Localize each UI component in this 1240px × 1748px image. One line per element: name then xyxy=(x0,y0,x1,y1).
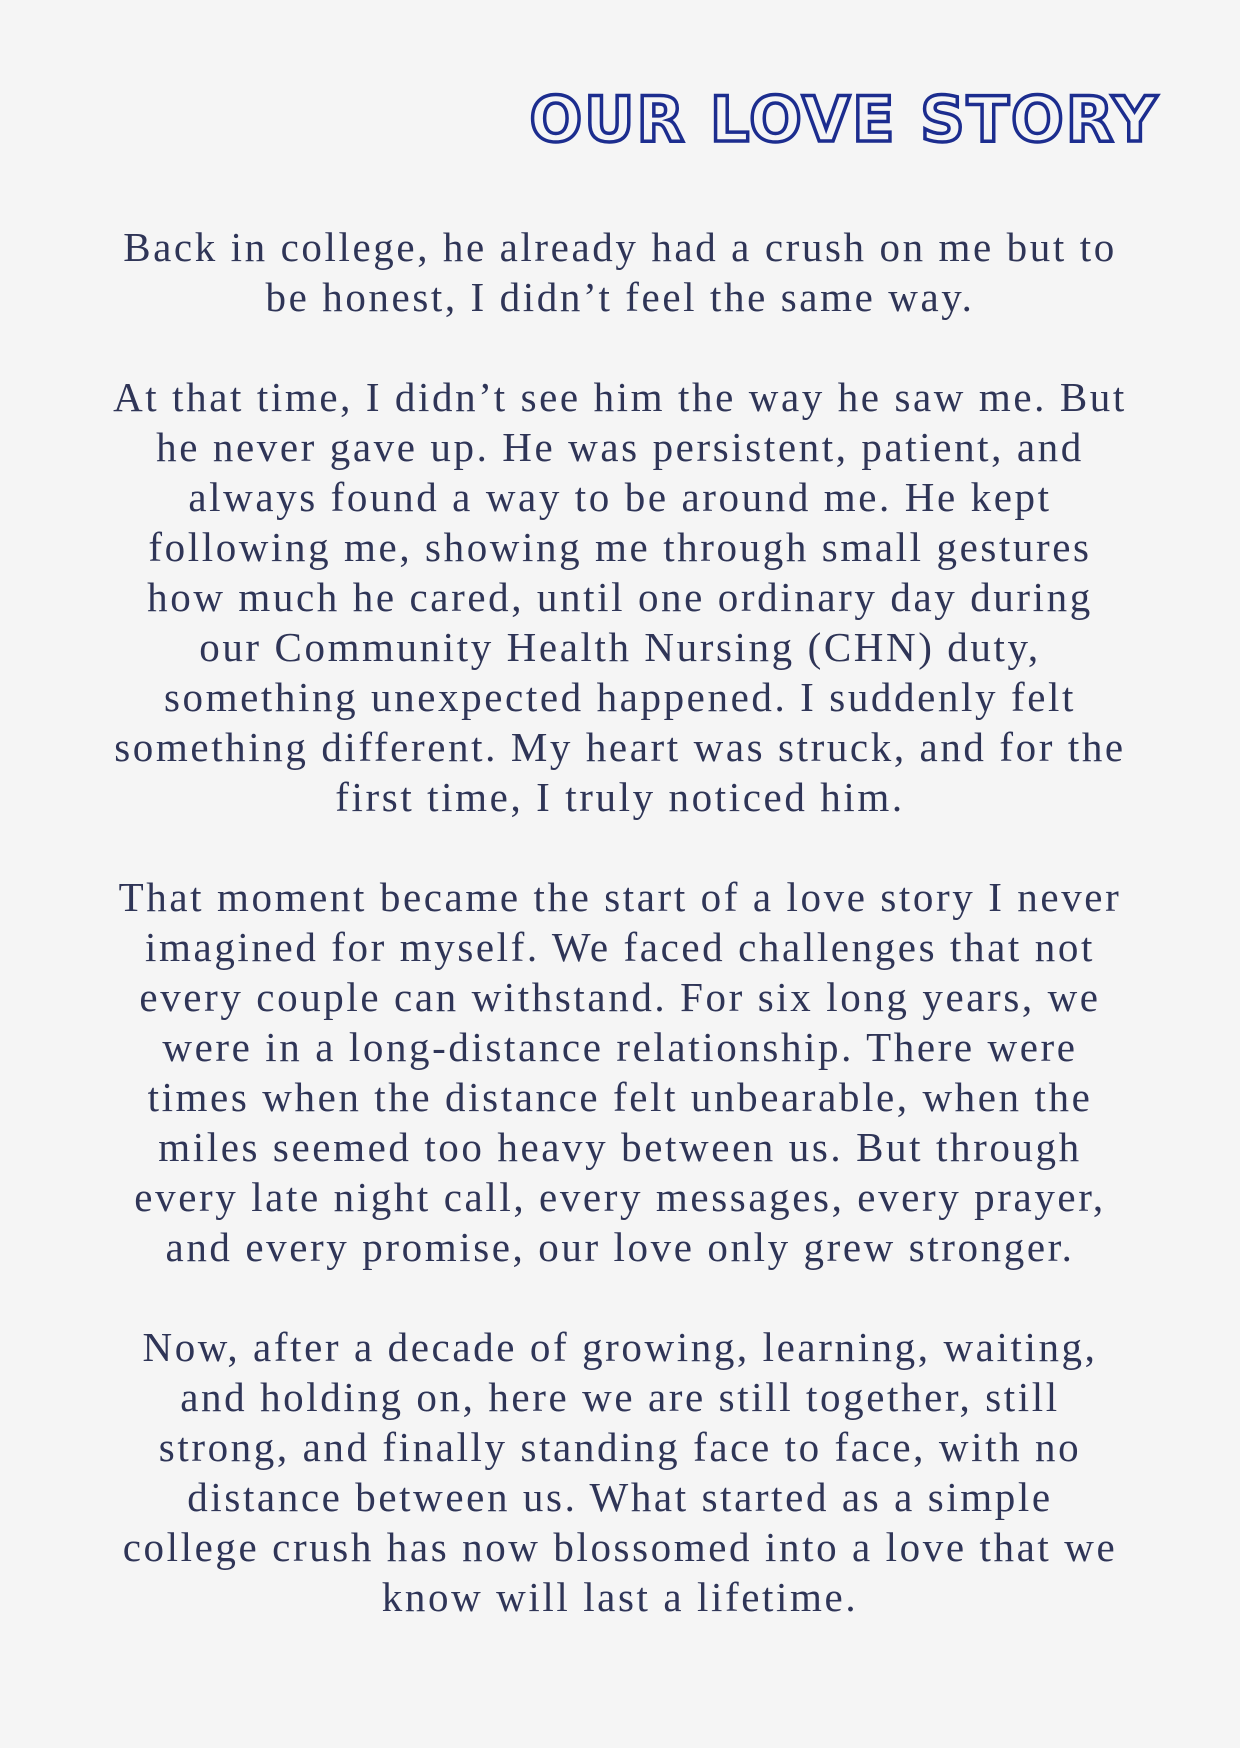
story-line: and every promise, our love only grew stronger. xyxy=(165,1224,1075,1270)
story-line: strong, and finally standing face to face, with no xyxy=(158,1424,1082,1470)
story-line: At that time, I didn’t see him the way he saw me. But xyxy=(113,374,1127,420)
story-line: something different. My heart was struck, and for the xyxy=(114,724,1126,770)
story-line: Now, after a decade of growing, learning, waiting, xyxy=(142,1324,1098,1370)
story-line: always found a way to be around me. He kept xyxy=(188,474,1052,520)
story-line: imagined for myself. We faced challenges that not xyxy=(145,924,1095,970)
story-line: know will last a lifetime. xyxy=(381,1574,859,1620)
story-line: he never gave up. He was persistent, patient, and xyxy=(156,424,1084,470)
story-line: every couple can withstand. For six long years, we xyxy=(139,974,1101,1020)
story-line: our Community Health Nursing (CHN) duty, xyxy=(199,624,1041,670)
story-line: something unexpected happened. I suddenly felt xyxy=(163,674,1077,720)
story-line: college crush has now blossomed into a love that we xyxy=(122,1524,1118,1570)
story-paragraph-3 xyxy=(40,872,1200,1272)
story-line: first time, I truly noticed him. xyxy=(335,774,905,820)
story-line: distance between us. What started as a simple xyxy=(187,1474,1053,1520)
story-body xyxy=(40,222,1200,1622)
story-line: how much he cared, until one ordinary day during xyxy=(147,574,1093,620)
story-paragraph-2 xyxy=(40,372,1200,822)
story-line: times when the distance felt unbearable, when the xyxy=(147,1074,1093,1120)
story-line: miles seemed too heavy between us. But through xyxy=(158,1124,1082,1170)
story-line: were in a long-distance relationship. There were xyxy=(162,1024,1078,1070)
story-line: and holding on, here we are still together, still xyxy=(180,1374,1060,1420)
story-line: following me, showing me through small gestures xyxy=(148,524,1092,570)
story-line: be honest, I didn’t feel the same way. xyxy=(265,274,975,320)
story-line: That moment became the start of a love story I never xyxy=(118,874,1122,920)
story-line: Back in college, he already had a crush on me but to xyxy=(123,224,1117,270)
page-title: OUR LOVE STORY xyxy=(529,83,1159,156)
story-paragraph-1 xyxy=(40,222,1200,322)
story-line: every late night call, every messages, every prayer, xyxy=(134,1174,1106,1220)
story-paragraph-4 xyxy=(40,1322,1200,1622)
